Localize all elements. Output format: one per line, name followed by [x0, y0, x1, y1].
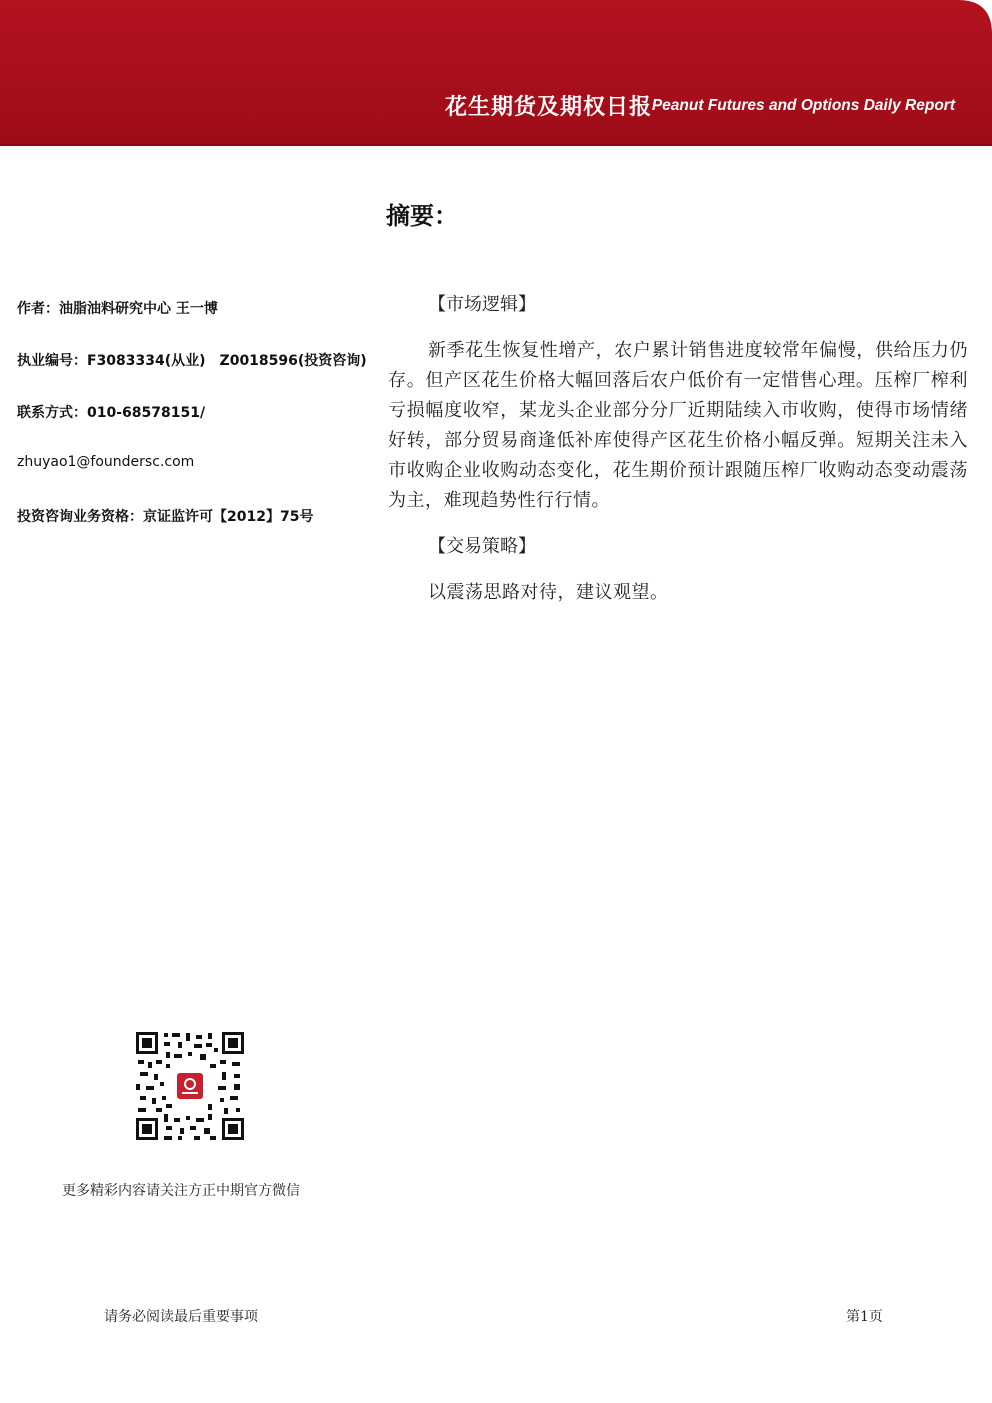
report-title-cn: 花生期货及期权日报	[444, 95, 652, 120]
trading-strategy-text: 以震荡思路对待，建议观望。	[428, 582, 669, 603]
author-name: 作者：油脂油料研究中心 王一博	[17, 301, 218, 317]
market-logic-text: 新季花生恢复性增产，农户累计销售进度较常年偏慢，供给压力仍存。但产区花生价格大幅回落后农户低价有一定惜售心理。压榨厂榨利亏损幅度收窄，某龙头企业部分分厂近期陆续入市收购，使得市场情绪好转，部分贸易商逢低补库使得产区花生价格小幅反弹。短期关注未入市收购企业收购动态变化，花生期价预计跟随压榨厂收购动态变动震荡为主，难现趋势性行行情。	[388, 340, 968, 511]
qr-code-icon	[134, 1030, 246, 1142]
advisory-qualification: 投资咨询业务资格：京证监许可【2012】75号	[17, 509, 314, 525]
qr-caption: 更多精彩内容请关注方正中期官方微信	[62, 1183, 300, 1199]
summary-title: 摘要：	[386, 202, 458, 230]
author-info	[17, 298, 377, 558]
trading-strategy-heading: 【交易策略】	[428, 536, 536, 557]
contact-phone: 联系方式：010-68578151/	[17, 405, 206, 421]
license-number: 执业编号：F3083334(从业) Z0018596(投资咨询)	[17, 353, 367, 369]
banner-background	[0, 0, 992, 146]
contact-email[interactable]: zhuyao1@foundersc.com	[17, 454, 195, 470]
header-banner	[0, 0, 992, 146]
footer-notice: 请务必阅读最后重要事项	[104, 1309, 258, 1325]
page-number: 第1页	[846, 1309, 883, 1325]
market-logic-heading: 【市场逻辑】	[428, 294, 536, 315]
report-body	[388, 290, 968, 624]
report-title-en: Peanut Futures and Options Daily Report	[651, 97, 955, 114]
